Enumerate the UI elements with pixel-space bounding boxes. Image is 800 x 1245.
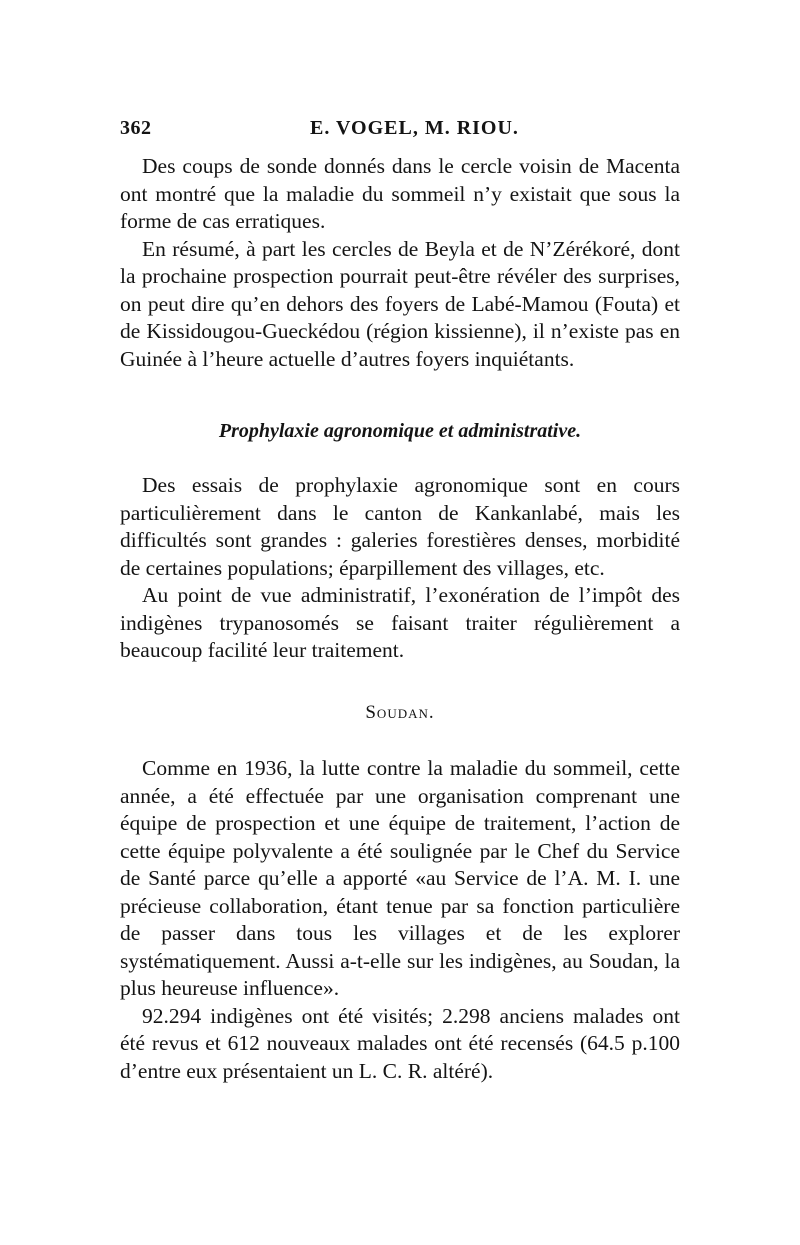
paragraph: En résumé, à part les cercles de Beyla et de N’Zérékoré, dont la prochaine prospection pourrait peut-être révéler des surprises, on peut dire qu’en dehors des foyers de Labé-Mamou (Fouta) et de Kissidougou-Gueckédou (région kissienne), il n’existe pas en Guinée à l’heure actuelle d’autres foyers inquiétants. [120,236,680,371]
page-number: 362 [120,117,152,139]
text-block-guinee-conclusion [120,153,680,373]
section-heading-prophylaxie: Prophylaxie agronomique et administrative. [218,420,582,442]
section-heading-soudan: Soudan. [365,702,435,723]
paragraph: Comme en 1936, la lutte contre la maladie du sommeil, cette année, a été effectuée par une organisation comprenant une équipe de prospection et une équipe de traitement, l’action de cette équipe polyvalente a été soulignée par le Chef du Service de Santé parce qu’elle a apporté «au Service de l’A. M. I. une précieuse collaboration, étant tenue par sa fonction particulière de passer dans tous les villages et de les explorer systématiquement. Aussi a-t-elle sur les indigènes, au Soudan, la plus heureuse influence». [120,756,680,1000]
page-header [120,117,680,147]
paragraph: 92.294 indigènes ont été visités; 2.298 anciens malades ont été revus et 612 nouveaux malades ont été recensés (64.5 p.100 d’entre eux présentaient un L. C. R. altéré). [120,1003,680,1083]
text-block-soudan [120,755,680,1085]
paragraph: Des essais de prophylaxie agronomique sont en cours particulièrement dans le canton de Kankanlabé, mais les difficultés sont grandes : galeries forestières denses, morbidité de certaines populations; éparpillement des villages, etc. [120,473,680,580]
paragraph: Au point de vue administratif, l’exonération de l’impôt des indigènes trypanosomés se faisant traiter régulièrement a beaucoup facilité leur traitement. [120,583,680,662]
running-head: E. VOGEL, M. RIOU. [310,117,519,139]
paragraph: Des coups de sonde donnés dans le cercle voisin de Macenta ont montré que la maladie du sommeil n’y existait que sous la forme de cas erratiques. [120,154,680,233]
text-block-prophylaxie [120,472,680,665]
